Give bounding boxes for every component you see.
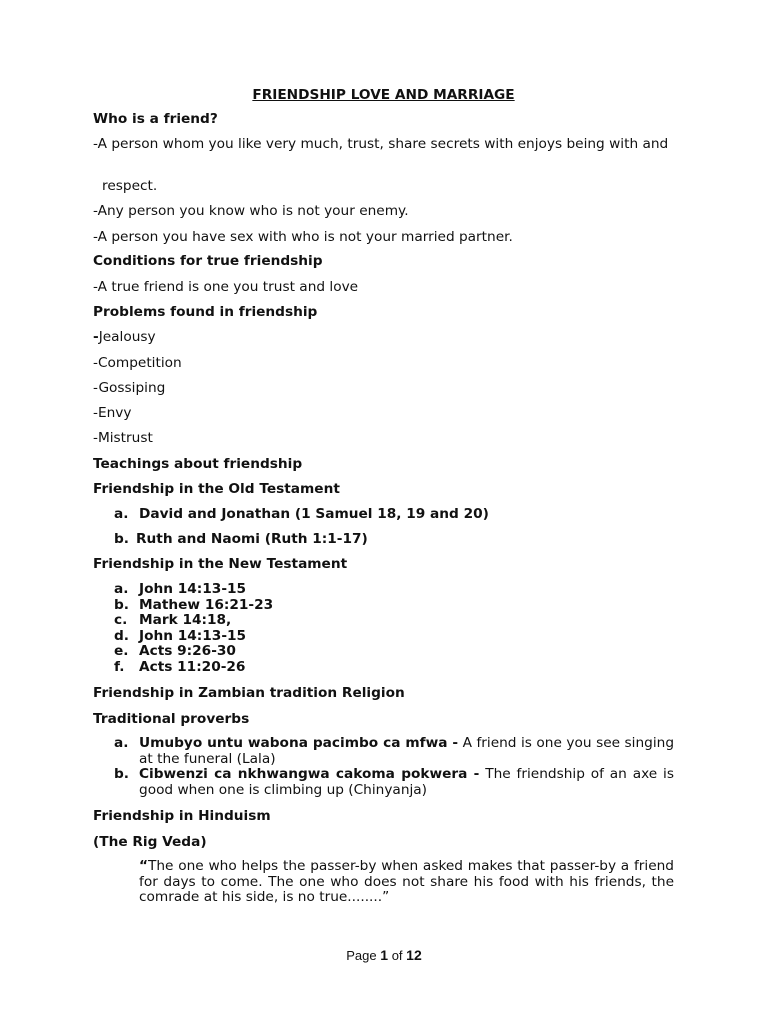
proverb-translation: A friend is one you see singing at the funeral (Lala) bbox=[139, 735, 675, 767]
problem-item: -Envy bbox=[93, 405, 132, 421]
problem-jealousy: Jealousy bbox=[98, 329, 156, 345]
zambian-tradition-heading: Friendship in Zambian tradition Religion bbox=[93, 685, 405, 701]
list-marker: f. bbox=[114, 659, 125, 675]
who-definition-2: -Any person you know who is not your enemy. bbox=[93, 203, 409, 219]
teachings-heading: Teachings about friendship bbox=[93, 456, 303, 472]
list-marker: a. bbox=[114, 581, 129, 597]
old-testament-heading: Friendship in the Old Testament bbox=[93, 481, 340, 497]
problem-item: -Competition bbox=[93, 355, 182, 371]
proverbs-heading: Traditional proverbs bbox=[93, 711, 250, 727]
new-testament-item: Mathew 16:21-23 bbox=[139, 597, 274, 613]
problem-dash: - bbox=[93, 329, 99, 345]
who-heading: Who is a friend? bbox=[93, 111, 218, 127]
conditions-heading: Conditions for true friendship bbox=[93, 253, 323, 269]
problem-item bbox=[93, 329, 156, 346]
proverb-item bbox=[139, 767, 674, 798]
proverb-item bbox=[139, 736, 674, 767]
footer-total-pages: 12 bbox=[406, 947, 422, 963]
hinduism-heading: Friendship in Hinduism bbox=[93, 808, 271, 824]
new-testament-heading: Friendship in the New Testament bbox=[93, 556, 348, 572]
conditions-text: -A true friend is one you trust and love bbox=[93, 279, 359, 295]
rig-veda-heading: (The Rig Veda) bbox=[93, 834, 207, 850]
list-marker: b. bbox=[114, 531, 129, 547]
list-marker: c. bbox=[114, 612, 128, 628]
quote-open-mark: “ bbox=[139, 858, 148, 874]
page-footer bbox=[0, 946, 768, 965]
new-testament-item: Acts 11:20-26 bbox=[139, 659, 246, 675]
who-definition-1-continued: respect. bbox=[102, 178, 158, 194]
old-testament-item: David and Jonathan (1 Samuel 18, 19 and 20) bbox=[139, 506, 489, 522]
list-marker: e. bbox=[114, 643, 129, 659]
proverb-translation: The friendship of an axe is good when one is climbing up (Chinyanja) bbox=[139, 766, 674, 798]
proverb-original: Cibwenzi ca nkhwangwa cakoma pokwera - bbox=[139, 766, 480, 782]
list-marker: b. bbox=[114, 766, 129, 782]
problem-item: -Gossiping bbox=[93, 380, 166, 396]
list-marker: b. bbox=[114, 597, 129, 613]
list-marker: d. bbox=[114, 628, 129, 644]
rig-veda-quote bbox=[139, 859, 674, 906]
problems-heading: Problems found in friendship bbox=[93, 304, 318, 320]
proverb-original: Umubyo untu wabona pacimbo ca mfwa - bbox=[139, 735, 459, 751]
new-testament-item: John 14:13-15 bbox=[139, 581, 247, 597]
new-testament-item: John 14:13-15 bbox=[139, 628, 247, 644]
new-testament-item: Mark 14:18, bbox=[139, 612, 232, 628]
old-testament-item: Ruth and Naomi (Ruth 1:1-17) bbox=[136, 531, 368, 547]
list-marker: a. bbox=[114, 735, 129, 751]
new-testament-item: Acts 9:26-30 bbox=[139, 643, 236, 659]
footer-page-number: 1 bbox=[380, 947, 389, 963]
footer-of-word: of bbox=[391, 948, 403, 963]
who-definition-3: -A person you have sex with who is not your married partner. bbox=[93, 229, 513, 245]
who-definition-1: -A person whom you like very much, trust, share secrets with enjoys being with and bbox=[93, 136, 669, 152]
problem-item: -Mistrust bbox=[93, 430, 153, 446]
list-marker: a. bbox=[114, 506, 129, 522]
document-title: FRIENDSHIP LOVE AND MARRIAGE bbox=[252, 87, 515, 103]
footer-page-word: Page bbox=[346, 948, 377, 963]
quote-text: The one who helps the passer-by when asked makes that passer-by a friend for days to come. The one who does not share his food with his friends, the comrade at his side, is no true........” bbox=[139, 858, 674, 905]
